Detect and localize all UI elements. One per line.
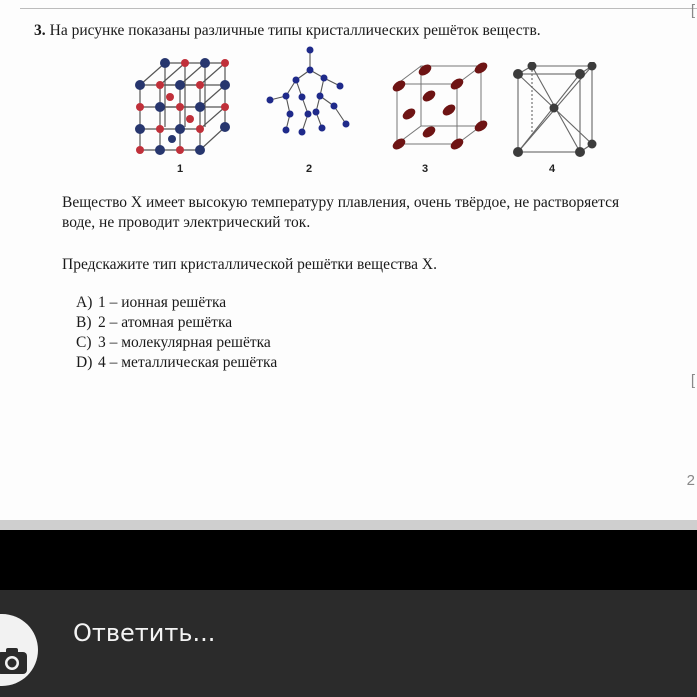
ionic-lattice-figure [130,45,240,160]
answer-option-c: C) 3 – молекулярная решётка [76,334,271,351]
question-text: На рисунке показаны различные типы кристаллических решёток веществ. [49,22,541,39]
image-bottom-edge [0,520,697,530]
molecular-lattice-figure [385,58,495,158]
task-prompt: Предскажите тип кристаллической решётки вещества X. [62,256,437,273]
description-line-1: Вещество X имеет высокую температуру плавления, очень твёрдое, не растворяется [62,194,620,211]
margin-mark-top: [ [690,2,695,19]
reply-bar[interactable] [0,590,697,697]
metallic-lattice-figure [510,62,600,162]
atomic-lattice-figure [260,42,360,142]
figure-2-label: 2 [306,163,313,175]
margin-mark-mid: [ [690,372,695,389]
description-line-2: воде, не проводит электрический ток. [62,214,311,231]
answer-option-b: B) 2 – атомная решётка [76,314,233,331]
answer-option-d: D) 4 – металлическая решётка [76,354,278,371]
camera-icon [0,644,29,678]
figure-4-label: 4 [549,163,556,175]
answer-option-a: A) 1 – ионная решётка [76,294,227,311]
question-heading [34,22,541,40]
reply-input[interactable]: Ответить... [73,619,216,647]
top-divider [20,8,697,9]
viewer-backdrop [0,530,697,590]
figure-1-label: 1 [177,163,184,175]
margin-number: 2 [686,472,695,489]
question-number: 3. [34,22,46,39]
figure-3-label: 3 [422,163,429,175]
